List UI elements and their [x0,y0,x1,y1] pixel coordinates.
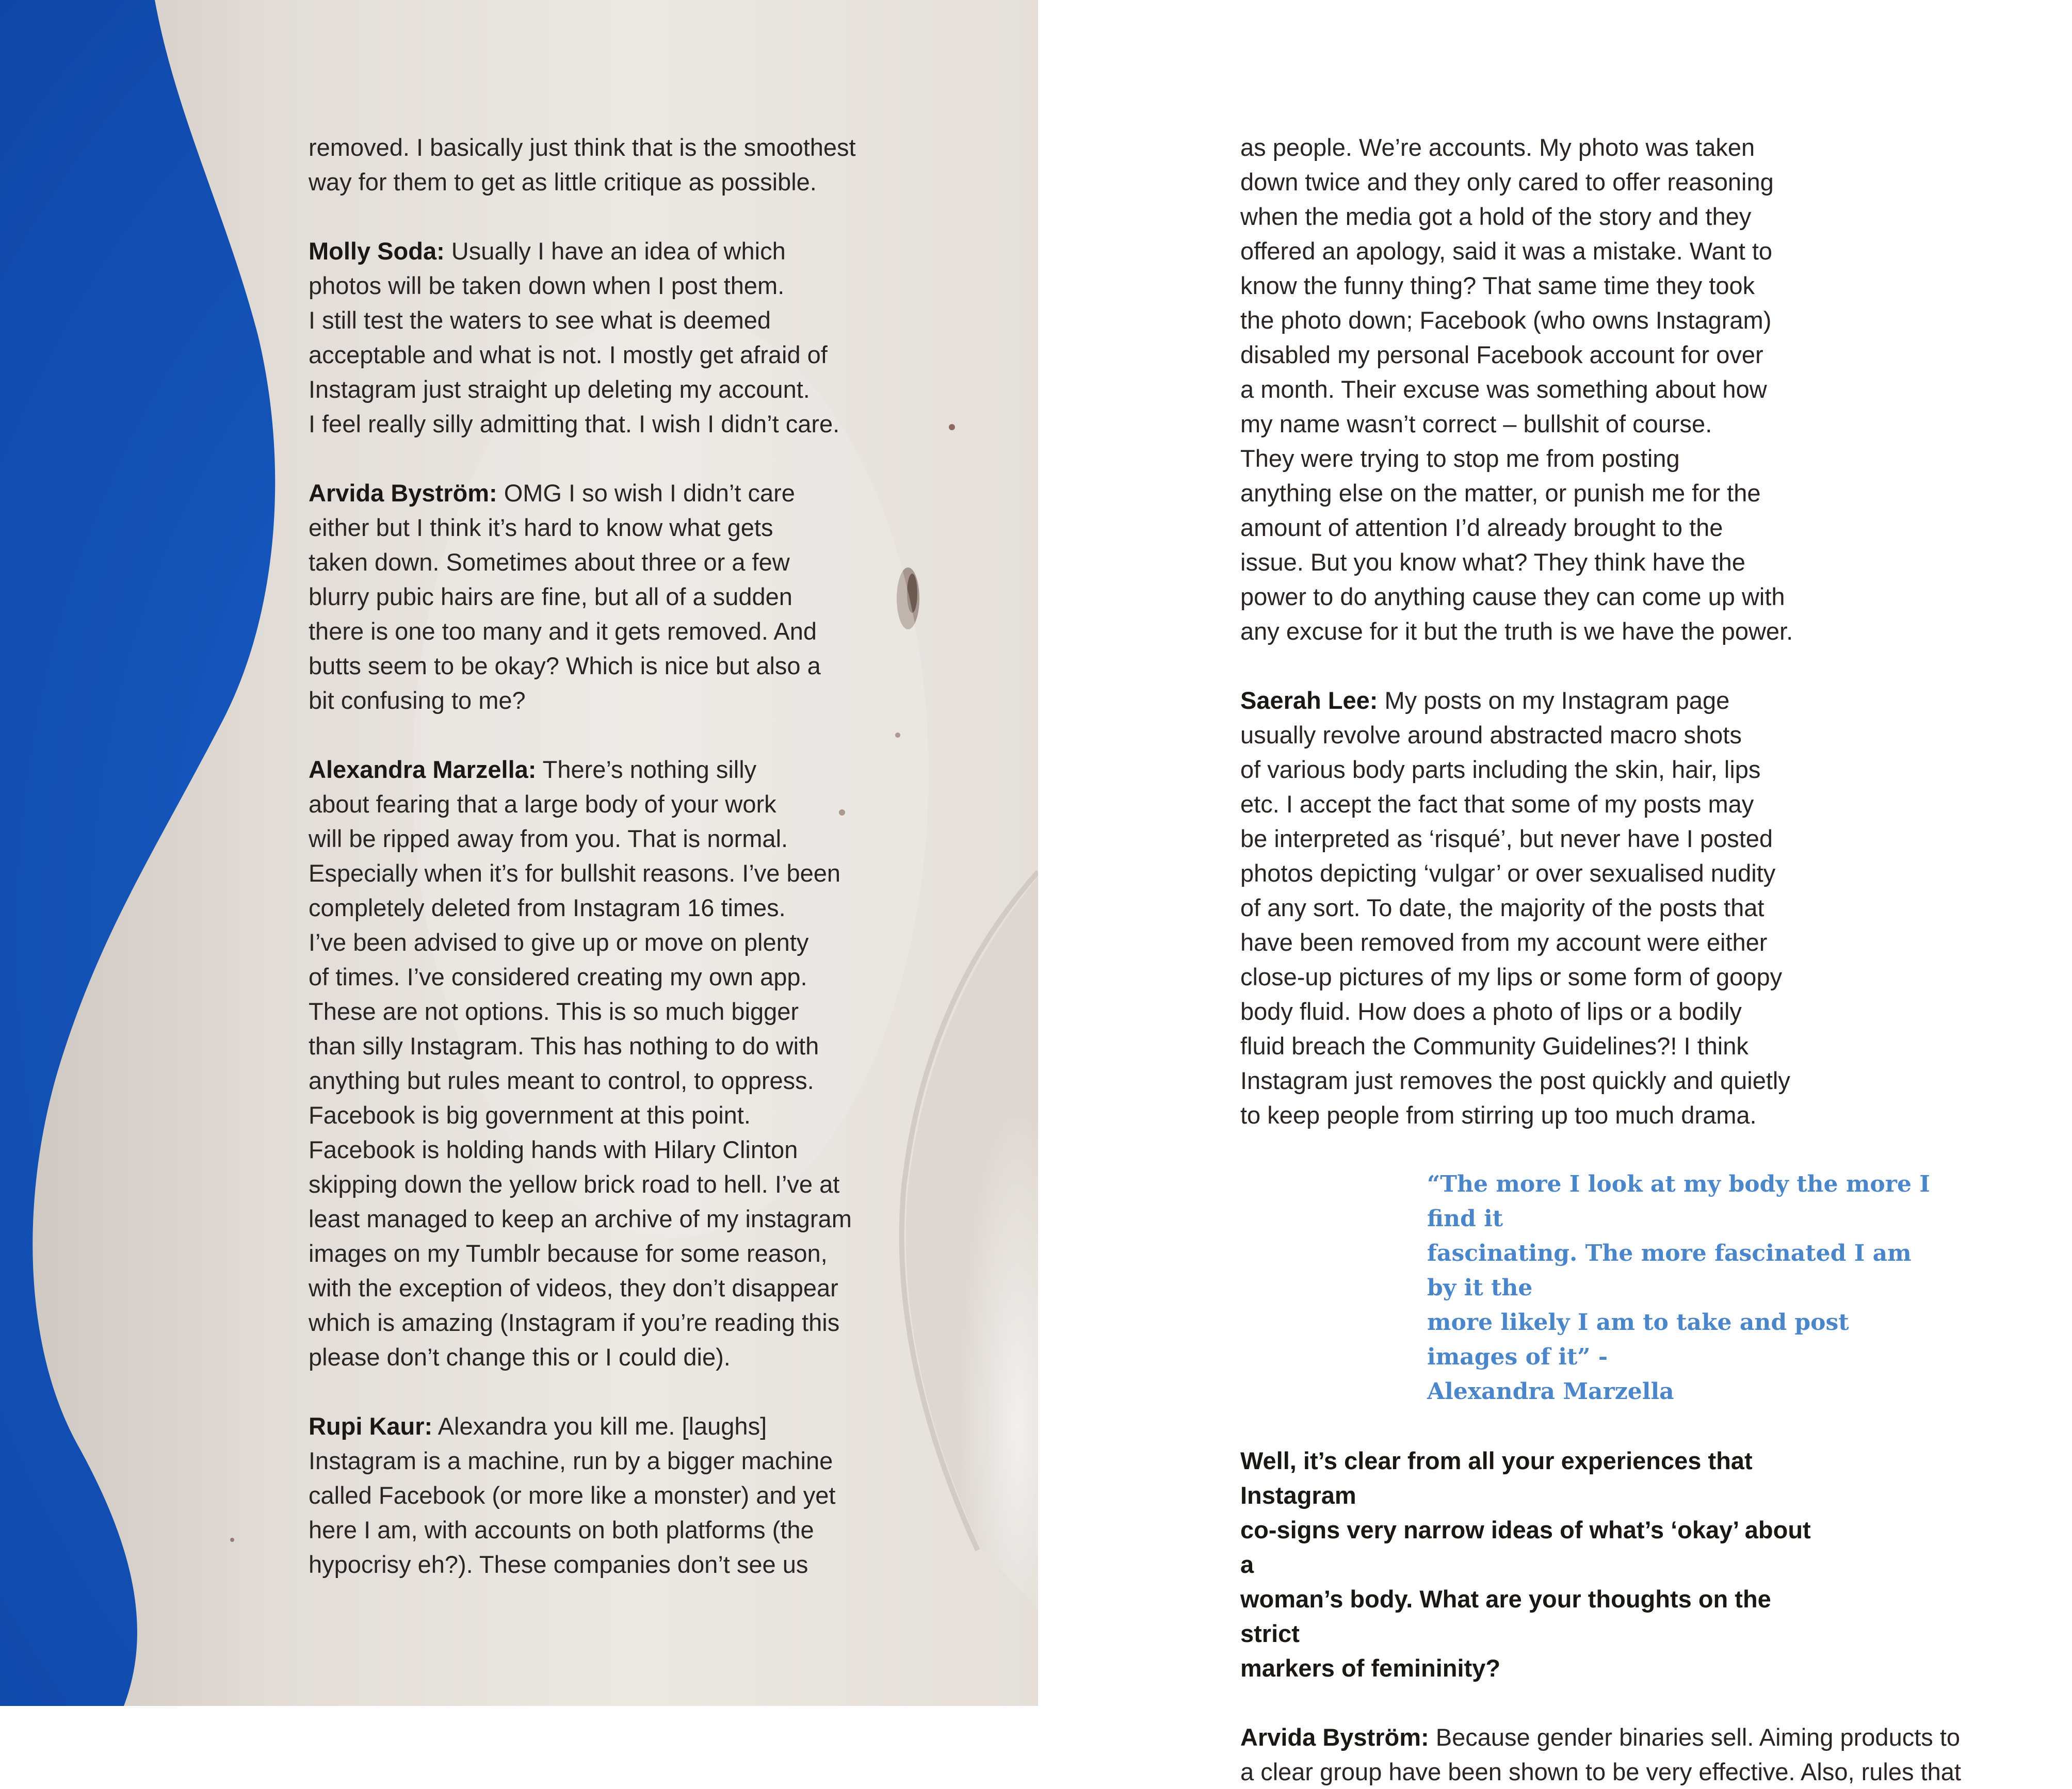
interview-question: Well, it’s clear from all your experiences that Instagram co-signs very narrow ideas of what’s ‘okay’ about a woman’s body. What are your thoughts on the strict markers of femininity? [1240,1447,1811,1682]
arvida-bystrom-response: Arvida Byström: OMG I so wish I didn’t care either but I think it’s hard to know what gets taken down. Sometimes about three or a few blurry pubic hairs are fine, but all of a sudden there is one too many and it gets removed. And butts seem to be okay? Which is nice but also a bit confusing to me? [309,479,821,714]
saerah-lee-response: Saerah Lee: My posts on my Instagram page usually revolve around abstracted macro shots of various body parts including the skin, hair, lips etc. I accept the fact that some of my posts may be interpreted as ‘risqué’, but never have I posted photos depicting ‘vulgar’ or over sexualised nudity of any sort. To date, the majority of the posts that have been removed from my account were either close-up pictures of my lips or some form of goopy body fluid. How does a photo of lips or a bodily fluid breach the Community Guidelines?! I think Instagram just removes the post quickly and quietly to keep people from stirring up too much drama. [1240,687,1790,1129]
speaker-molly-soda: Molly Soda: [309,237,445,265]
alexandra-marzella-response: Alexandra Marzella: There’s nothing silly about fearing that a large body of your work will be ripped away from you. That is normal. Especially when it’s for bullshit reasons. I’ve been completely deleted from Instagram 16 times. I’ve been advised to give up or move on plenty of times. I’ve considered creating my own app. These are not options. This is so much bigger than silly Instagram. This has nothing to do with anything but rules meant to control, to oppress. Facebook is big government at this point. Facebook is holding hands with Hilary Clinton skipping down the yellow brick road to hell. I’ve at least managed to keep an archive of my instagram images on my Tumblr because for some reason, with the exception of videos, they don’t disappear which is amazing (Instagram if you’re reading this please don’t change this or I could die). [309,756,852,1371]
speaker-arvida-bystrom-answer: Arvida Byström: [1240,1723,1429,1751]
arvida-bystrom-answer: Arvida Byström: Because gender binaries sell. Aiming products to a clear group have been shown to be very effective. Also, rules that [1240,1723,1961,1785]
rupi-kaur-continuation: as people. We’re accounts. My photo was taken down twice and they only cared to offer reasoning when the media got a hold of the story and they offered an apology, said it was a mistake. Want to know the funny thing? That same time they took the photo down; Facebook (who owns Instagram) disabled my personal Facebook account for over a month. Their excuse was something about how my name wasn’t correct – bullshit of course. They were trying to stop me from posting anything else on the matter, or punish me for the amount of attention I’d already brought to the issue. But you know what? They think have the power to do anything cause they can come up with any excuse for it but the truth is we have the power. [1240,134,1793,645]
left-column-text [309,130,881,1582]
rupi-kaur-response: Rupi Kaur: Alexandra you kill me. [laughs] Instagram is a machine, run by a bigger machine called Facebook (or more like a monster) and yet here I am, with accounts on both platforms (the hypocrisy eh?). These companies don’t see us [309,1412,836,1578]
pull-quote: “The more I look at my body the more I find it fascinating. The more fascinated I am by it the more likely I am to take and post images of it” - Alexandra Marzella [1427,1171,1930,1405]
right-page [1038,0,2072,1785]
intro-continuation: removed. I basically just think that is the smoothest way for them to get as little critique as possible. [309,134,856,196]
left-page [0,0,1038,1706]
speaker-arvida-bystrom: Arvida Byström: [309,479,497,507]
speaker-saerah-lee: Saerah Lee: [1240,687,1378,714]
speaker-rupi-kaur: Rupi Kaur: [309,1412,433,1440]
molly-soda-response: Molly Soda: Usually I have an idea of which photos will be taken down when I post them. I still test the waters to see what is deemed acceptable and what is not. I mostly get afraid of Instagram just straight up deleting my account. I feel really silly admitting that. I wish I didn’t care. [309,237,840,437]
right-column-text [1240,130,1961,1789]
speaker-alexandra-marzella: Alexandra Marzella: [309,756,537,783]
